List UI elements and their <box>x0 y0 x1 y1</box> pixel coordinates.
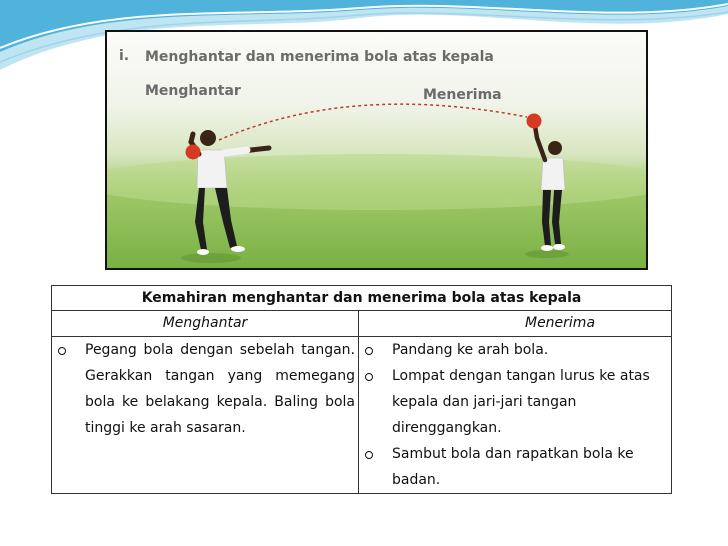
bullet-icon <box>365 451 373 459</box>
table-subheader-row <box>52 311 672 337</box>
catch-step-text: Pandang ke arah bola. <box>392 342 549 358</box>
table-header: Kemahiran menghantar dan menerima bola atas kepala <box>52 286 672 311</box>
catch-step-text: Sambut bola dan rapatkan bola ke badan. <box>392 446 634 488</box>
list-item <box>359 337 671 363</box>
bullet-icon <box>365 347 373 355</box>
throw-catch-illustration <box>105 30 648 270</box>
catch-step-text: Lompat dengan tangan lurus ke atas kepala dan jari-jari tangan direnggangkan. <box>392 368 650 436</box>
bullet-icon <box>58 347 66 355</box>
throw-steps-cell <box>52 337 359 494</box>
thrown-ball <box>186 145 201 160</box>
column-header-throw: Menghantar <box>52 311 359 337</box>
figure-number: i. <box>119 48 130 64</box>
field-scene <box>107 32 646 268</box>
bullet-icon <box>365 373 373 381</box>
throw-step-text: Pegang bola dengan sebelah tangan. Gerakkan tangan yang memegang bola ke belakang kepala. Baling bola tinggi ke arah sasaran. <box>85 342 355 436</box>
catch-steps-cell <box>359 337 672 494</box>
ball-trajectory <box>219 104 527 140</box>
list-item <box>52 337 358 441</box>
catch-steps-list <box>359 337 671 493</box>
caught-ball <box>527 114 542 129</box>
figure-label-catcher: Menerima <box>423 87 502 103</box>
list-item <box>359 363 671 441</box>
table-header-row <box>52 286 672 311</box>
skills-table <box>51 285 672 494</box>
figure-label-thrower: Menghantar <box>145 83 241 99</box>
column-header-catch: Menerima <box>359 311 672 337</box>
list-item <box>359 441 671 493</box>
throw-steps-list <box>52 337 358 441</box>
figure-title: Menghantar dan menerima bola atas kepala <box>145 49 494 65</box>
table-body-row <box>52 337 672 494</box>
